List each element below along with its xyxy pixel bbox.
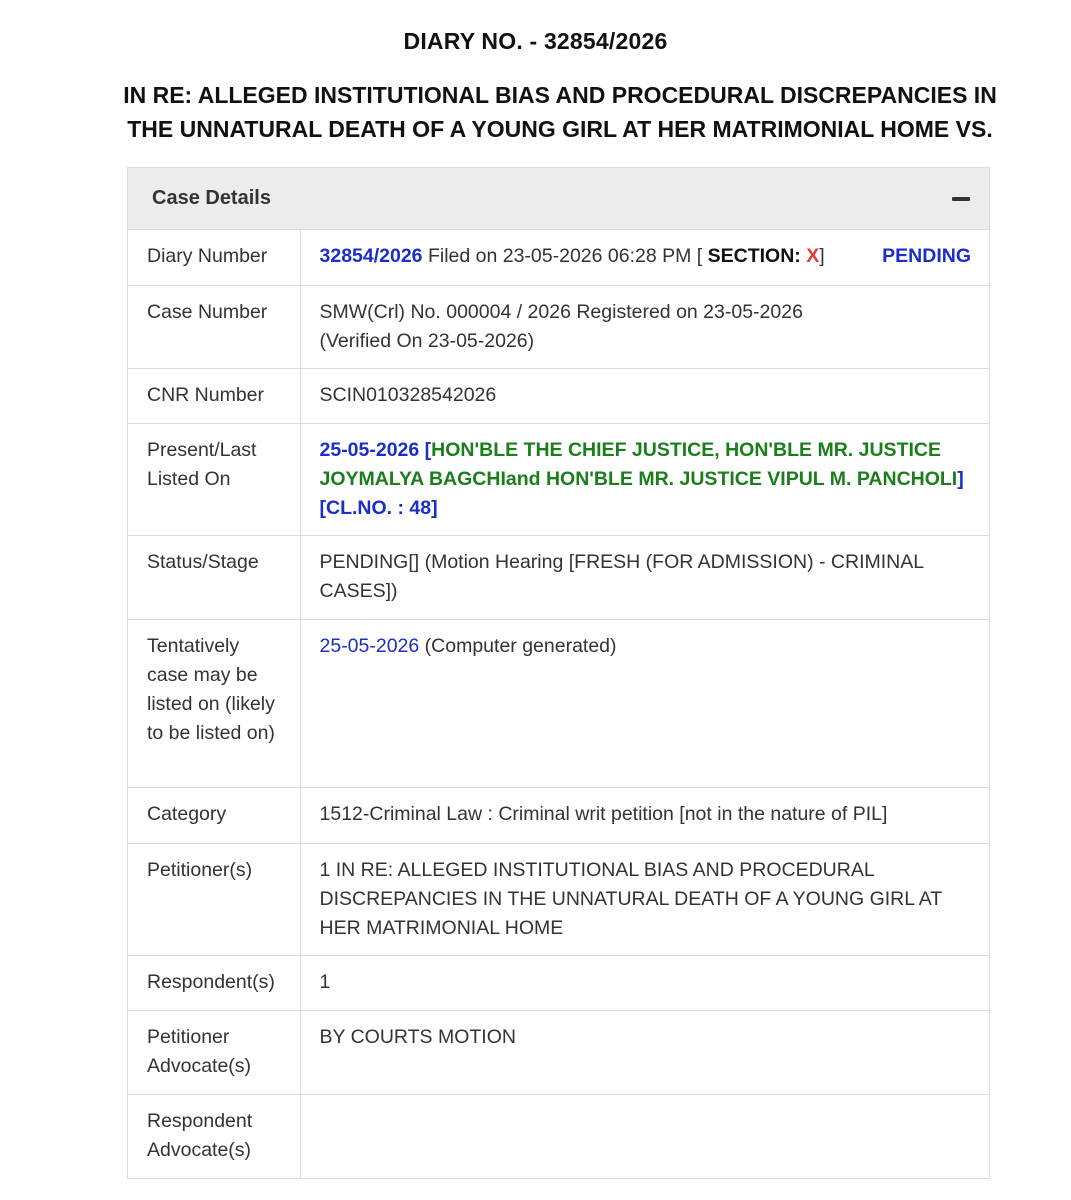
diary-number-value: 32854/2026 — [319, 245, 423, 267]
table-row — [128, 787, 989, 843]
row-label: Category — [128, 787, 300, 843]
status-badge: PENDING — [882, 245, 971, 267]
table-row — [128, 368, 989, 423]
section-value: X — [806, 245, 820, 267]
collapse-button[interactable] — [947, 185, 975, 213]
respondents-value: 1 — [300, 955, 989, 1010]
case-title-heading: IN RE: ALLEGED INSTITUTIONAL BIAS AND PROCEDURAL DISCREPANCIES IN THE UNNATURAL DEATH OF A YOUNG GIRL AT HER MATRIMONIAL HOME VS. — [123, 82, 997, 142]
table-row — [128, 619, 989, 787]
open-bracket: [ — [419, 438, 432, 461]
case-number-line1: SMW(Crl) No. 000004 / 2026 Registered on 23-05-2026 — [319, 300, 803, 323]
row-label: Case Number — [128, 285, 300, 368]
row-label: Status/Stage — [128, 535, 300, 619]
diary-number-heading: DIARY NO. - 32854/2026 — [403, 28, 668, 54]
case-number-line2: (Verified On 23-05-2026) — [319, 329, 535, 352]
listed-date: 25-05-2026 — [319, 438, 420, 461]
row-value — [300, 423, 989, 535]
table-row — [128, 1010, 989, 1094]
petitioner-advocates-value: BY COURTS MOTION — [300, 1010, 989, 1094]
row-label: Diary Number — [128, 230, 300, 285]
cnr-value: SCIN010328542026 — [300, 368, 989, 423]
case-details-table — [128, 230, 989, 1178]
cl-number: [CL.NO. : 48] — [319, 496, 438, 519]
table-row — [128, 285, 989, 368]
table-row — [128, 843, 989, 955]
case-details-header[interactable] — [128, 168, 989, 230]
close-bracket: ] — [957, 467, 964, 490]
diary-filed-info — [320, 242, 825, 271]
row-label: Respondent Advocate(s) — [128, 1094, 300, 1178]
table-row — [128, 230, 989, 285]
section-label: SECTION: — [707, 245, 807, 267]
panel-title: Case Details — [152, 187, 271, 209]
bench-names: HON'BLE THE CHIEF JUSTICE, HON'BLE MR. JUSTICE JOYMALYA BAGCHIand HON'BLE MR. JUSTICE VIPUL M. PANCHOLI — [319, 438, 958, 490]
table-row — [128, 423, 989, 535]
row-label: Present/Last Listed On — [128, 423, 300, 535]
table-row — [128, 535, 989, 619]
tentative-note: (Computer generated) — [419, 634, 617, 657]
row-label: CNR Number — [128, 368, 300, 423]
respondent-advocates-value — [300, 1094, 989, 1178]
table-row — [128, 1094, 989, 1178]
tentative-date: 25-05-2026 — [319, 634, 420, 657]
petitioners-value: 1 IN RE: ALLEGED INSTITUTIONAL BIAS AND PROCEDURAL DISCREPANCIES IN THE UNNATURAL DEATH OF A YOUNG GIRL AT HER MATRIMONIAL HOME — [300, 843, 989, 955]
row-label: Respondent(s) — [128, 955, 300, 1010]
row-value — [300, 230, 989, 285]
row-label: Petitioner(s) — [128, 843, 300, 955]
close-bracket: ] — [819, 245, 825, 267]
case-details-panel — [127, 167, 990, 1179]
category-value: 1512-Criminal Law : Criminal writ petition [not in the nature of PIL] — [300, 787, 989, 843]
row-value — [300, 285, 989, 368]
filed-text: Filed on 23-05-2026 06:28 PM [ — [422, 245, 708, 267]
table-row — [128, 955, 989, 1010]
row-label: Petitioner Advocate(s) — [128, 1010, 300, 1094]
row-label: Tentatively case may be listed on (likely to be listed on) — [128, 619, 300, 787]
status-stage-value: PENDING[] (Motion Hearing [FRESH (FOR ADMISSION) - CRIMINAL CASES]) — [300, 535, 989, 619]
minus-icon — [952, 197, 970, 201]
row-value — [300, 619, 989, 787]
